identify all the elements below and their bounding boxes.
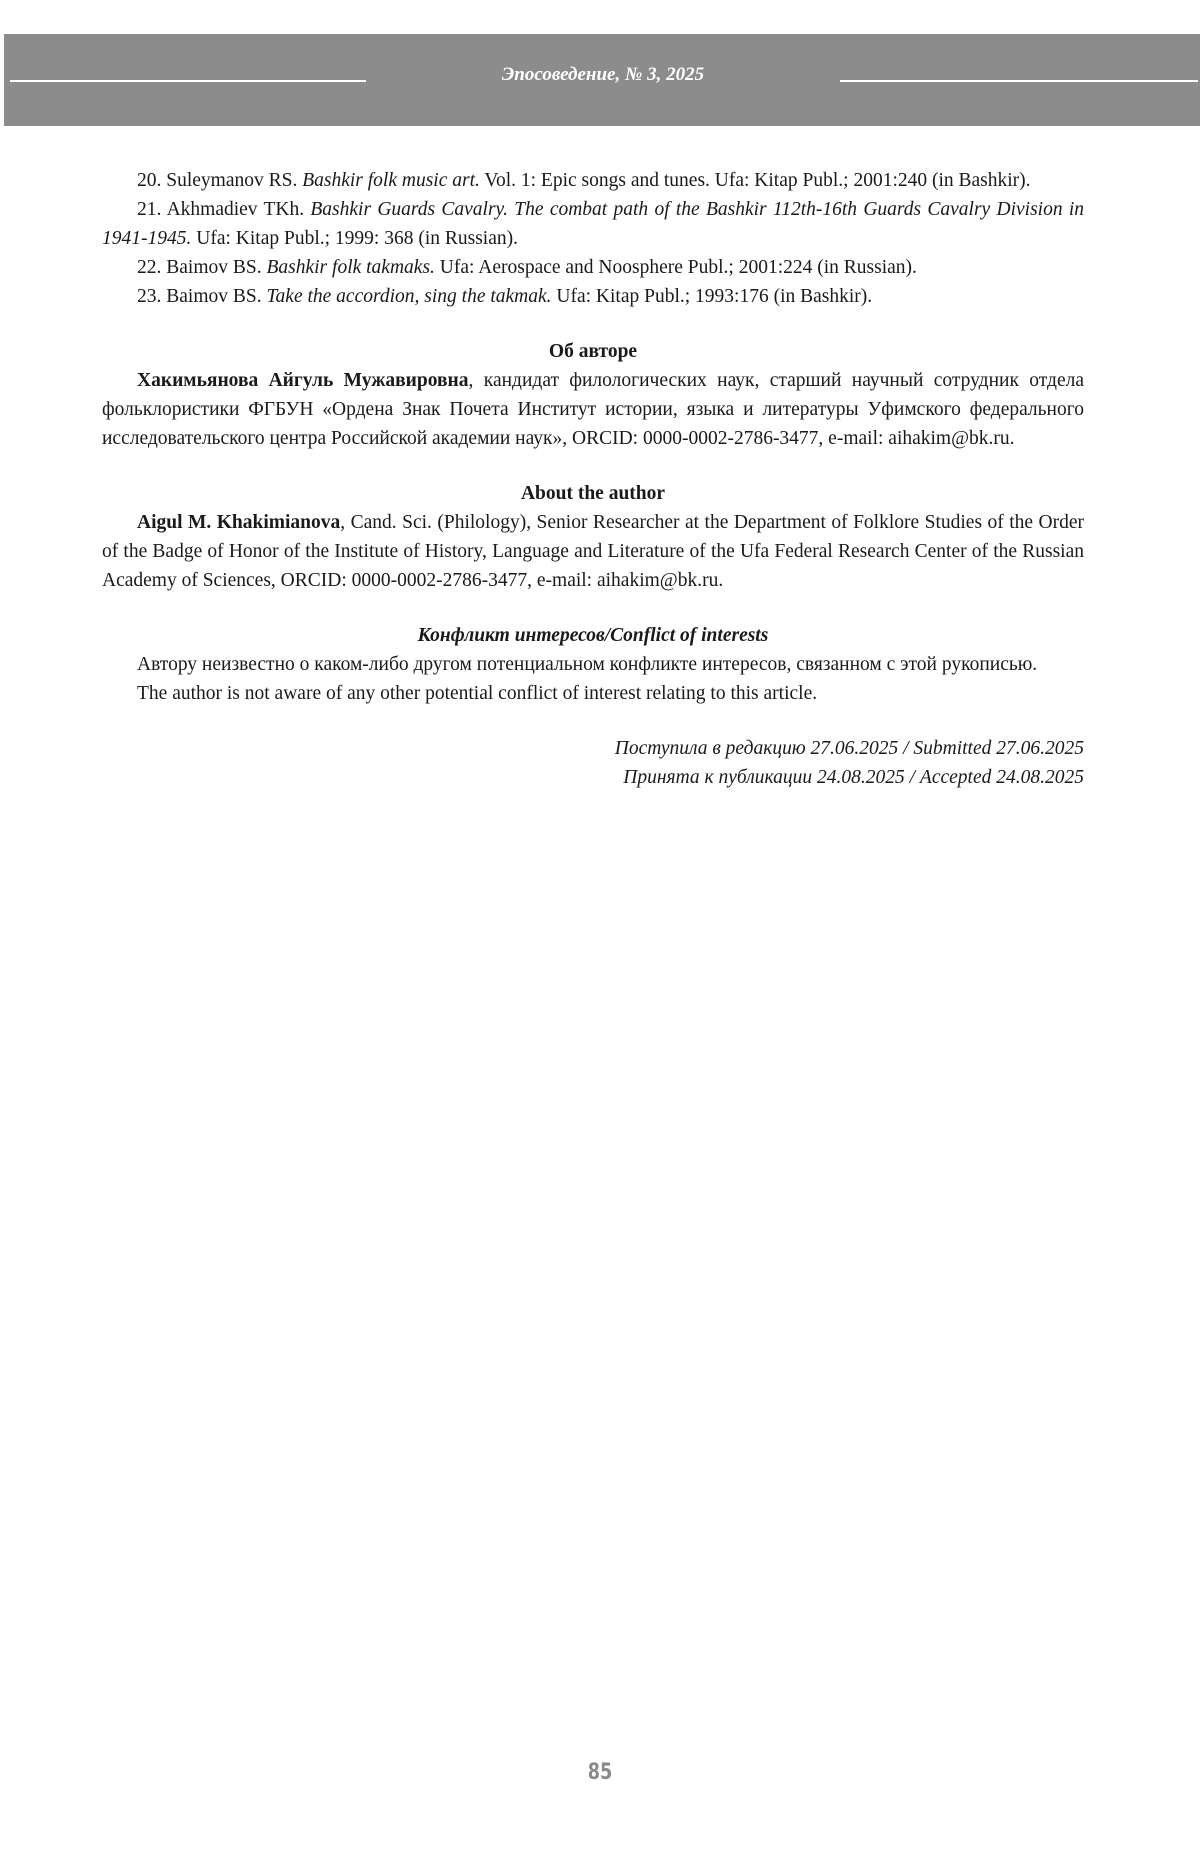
- reference-author: 23. Baimov BS.: [137, 286, 262, 307]
- journal-header-bar: [4, 34, 1200, 126]
- submission-dates: [102, 734, 1084, 792]
- submitted-date: Поступила в редакцию 27.06.2025 / Submitted 27.06.2025: [614, 738, 1084, 759]
- reference-list: [102, 166, 1084, 311]
- about-author-ru-heading: Об авторе: [548, 341, 638, 362]
- reference-title: Take the accordion, sing the takmak.: [266, 286, 552, 307]
- reference-title: Bashkir folk music art.: [302, 170, 480, 191]
- reference-item: [102, 166, 1084, 195]
- page-number: 85: [587, 1760, 613, 1785]
- reference-author: 20. Suleymanov RS.: [137, 170, 298, 191]
- about-author-ru-text: [102, 366, 1084, 453]
- journal-title: Эпосоведение, № 3, 2025: [501, 64, 705, 85]
- header-rule-left: [10, 80, 366, 82]
- reference-details: Ufa: Kitap Publ.; 1999: 368 (in Russian).: [196, 228, 518, 249]
- reference-details: Ufa: Kitap Publ.; 1993:176 (in Bashkir).: [556, 286, 873, 307]
- author-name-en: Aigul M. Khakimianova: [137, 512, 341, 533]
- reference-author: 21. Akhmadiev TKh.: [137, 199, 305, 220]
- reference-details: Vol. 1: Epic songs and tunes. Ufa: Kitap Publ.; 2001:240 (in Bashkir).: [484, 170, 1031, 191]
- reference-title: Bashkir folk takmaks.: [266, 257, 435, 278]
- reference-item: [102, 253, 1084, 282]
- reference-author: 22. Baimov BS.: [137, 257, 262, 278]
- conflict-text-ru: Автору неизвестно о каком-либо другом потенциальном конфликте интересов, связанном с этой рукописью.: [137, 654, 1038, 675]
- author-bio-en: , Cand. Sci. (Philology), Senior Researcher at the Department of Folklore Studies of the Order of the Badge of Honor of the Institute of History, Language and Literature of the Ufa Federal Research Center of the Russian Academy of Sciences, ORCID: 0000-0002-2786-3477, e-mail: aihakim@bk.ru.: [102, 512, 1084, 591]
- author-name-ru: Хакимьянова Айгуль Мужавировна: [137, 370, 469, 391]
- reference-item: [102, 195, 1084, 253]
- about-author-en-text: [102, 508, 1084, 595]
- conflict-heading: Конфликт интересов/Conflict of interests: [417, 625, 769, 646]
- page-content: [102, 166, 1084, 792]
- reference-details: Ufa: Aerospace and Noosphere Publ.; 2001:224 (in Russian).: [439, 257, 917, 278]
- conflict-text-en: The author is not aware of any other potential conflict of interest relating to this article.: [137, 683, 818, 704]
- header-rule-right: [840, 80, 1198, 82]
- author-bio-ru: , кандидат филологических наук, старший научный сотрудник отдела фольклористики ФГБУН «Ордена Знак Почета Институт истории, языка и литературы Уфимского федерального исследовательского центра Российской академии наук», ORCID: 0000-0002-2786-3477, e-mail: aihakim@bk.ru.: [102, 370, 1084, 449]
- about-author-en-heading: About the author: [520, 483, 666, 504]
- reference-title: Bashkir Guards Cavalry. The combat path of the Bashkir 112th-16th Guards Cavalry Division in 1941-1945.: [102, 199, 1085, 249]
- accepted-date: Принята к публикации 24.08.2025 / Accepted 24.08.2025: [623, 767, 1084, 788]
- reference-item: [102, 282, 1084, 311]
